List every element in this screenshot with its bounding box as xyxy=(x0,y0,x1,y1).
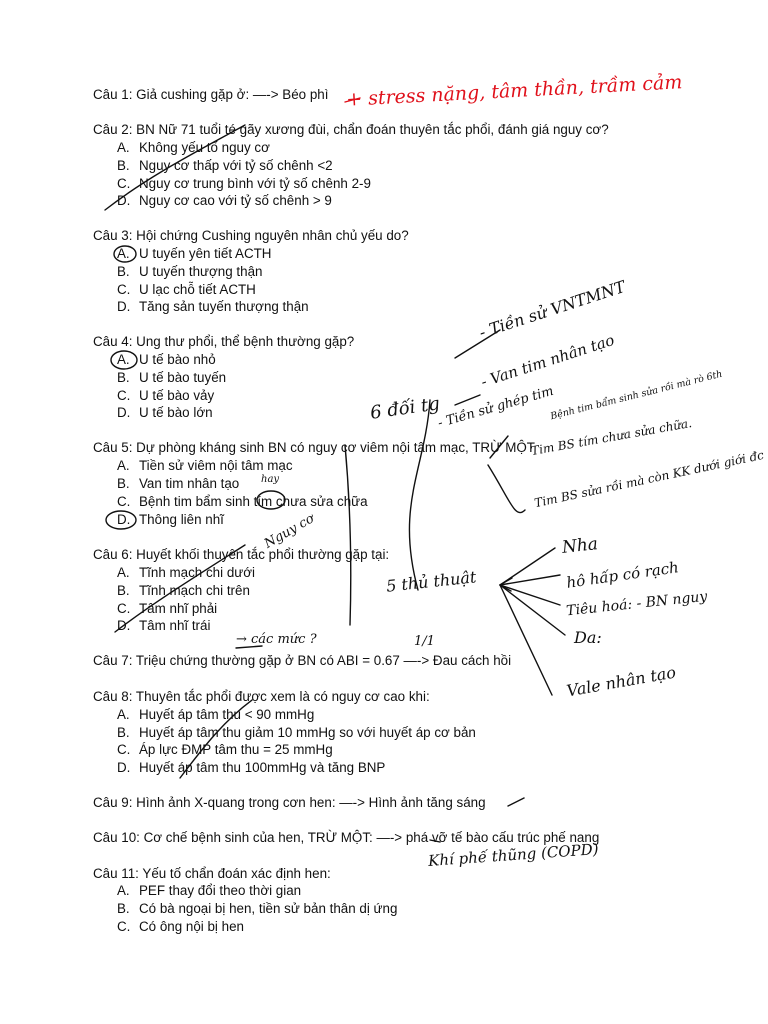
option-text: Van tim nhân tạo xyxy=(139,476,240,491)
question-3-option-a xyxy=(117,246,271,262)
option-text: U tuyến thượng thận xyxy=(139,264,263,279)
option-text: Có bà ngoại bị hen, tiền sử bản thân dị ứng xyxy=(139,901,398,916)
option-letter: C. xyxy=(117,282,131,297)
handwritten-q1-note: + stress nặng, tâm thần, trầm cảm xyxy=(345,71,683,111)
question-8-option-b xyxy=(117,725,476,741)
option-text: Tâm nhĩ phải xyxy=(139,601,218,616)
question-5-stem: Câu 5: Dự phòng kháng sinh BN có nguy cơ viêm nội tâm mạc, TRỪ MỘT xyxy=(93,440,535,455)
question-4-stem: Câu 4: Ung thư phổi, thể bệnh thường gặp? xyxy=(93,334,355,349)
option-text: Bệnh tim bẩm sinh tím chưa sửa chữa xyxy=(139,494,368,509)
option-letter: B. xyxy=(117,725,130,740)
handwritten-item-2: - Van tim nhân tạo xyxy=(478,330,617,392)
option-letter: B. xyxy=(117,370,130,385)
option-text: Tiền sử viêm nội tâm mạc xyxy=(139,458,293,473)
option-text: U tế bào lớn xyxy=(139,405,213,420)
option-text: Tĩnh mạch chi dưới xyxy=(139,565,255,580)
option-text: Thông liên nhĩ xyxy=(139,512,224,527)
handwritten-item-4: Tim BS tím chưa sửa chữa. xyxy=(530,415,693,459)
question-5-option-b xyxy=(117,476,239,492)
option-letter: C. xyxy=(117,919,131,934)
branch-5 xyxy=(500,585,552,695)
option-text: Nguy cơ thấp với tỷ số chênh <2 xyxy=(139,158,333,173)
option-text: Nguy cơ cao với tỷ số chênh > 9 xyxy=(139,193,332,208)
branch-4 xyxy=(500,585,565,635)
handwritten-procedure-4: Da: xyxy=(574,628,602,647)
option-text: Huyết áp tâm thu 100mmHg và tăng BNP xyxy=(139,760,386,775)
option-letter: D. xyxy=(117,618,131,633)
handwritten-procedure-3: Tiêu hoá: - BN nguy xyxy=(565,588,709,620)
option-text: Tâm nhĩ trái xyxy=(139,618,211,633)
question-4-option-d xyxy=(117,405,213,421)
handwritten-procedure-2: hô hấp có rạch xyxy=(565,558,680,592)
option-letter: A. xyxy=(117,458,130,473)
handwritten-procedure-5: Vale nhân tạo xyxy=(565,662,678,701)
branch-2 xyxy=(500,575,560,585)
question-3-option-c xyxy=(117,282,256,298)
handwritten-q5-mark: hay xyxy=(261,474,280,485)
option-text: Nguy cơ trung bình với tỷ số chênh 2-9 xyxy=(139,176,371,191)
option-text: Có ông nội bị hen xyxy=(139,919,244,934)
question-6-option-b xyxy=(117,583,250,599)
option-letter: D. xyxy=(117,760,131,775)
question-8-stem: Câu 8: Thuyên tắc phổi được xem là có nguy cơ cao khi: xyxy=(93,689,430,704)
question-4-option-b xyxy=(117,370,226,386)
question-3-option-b xyxy=(117,264,262,280)
question-2-option-c xyxy=(117,176,371,192)
question-4-option-c xyxy=(117,388,214,404)
option-text: Tĩnh mạch chi trên xyxy=(139,583,250,598)
question-7-stem: Câu 7: Triệu chứng thường gặp ở BN có ABI = 0.67 —-> Đau cách hồi xyxy=(93,653,512,668)
option-text: U lạc chỗ tiết ACTH xyxy=(139,282,256,297)
handwritten-q7-fraction: 1/1 xyxy=(414,634,435,649)
option-letter: B. xyxy=(117,264,130,279)
question-8-option-d xyxy=(117,760,385,776)
option-letter: D. xyxy=(117,512,131,527)
question-5-option-a xyxy=(117,458,293,474)
stroke-q9 xyxy=(508,798,524,806)
question-1-stem: Câu 1: Giả cushing gặp ở: —-> Béo phì xyxy=(93,87,329,102)
handwritten-item-5: Tim BS sửa rồi mà còn KK dưới giới đc xyxy=(533,447,766,511)
option-letter: D. xyxy=(117,299,131,314)
option-letter: B. xyxy=(117,476,130,491)
question-5-option-c xyxy=(117,494,368,510)
handwritten-procedure-1: Nha xyxy=(561,534,599,558)
option-letter: D. xyxy=(117,193,131,208)
question-8-option-a xyxy=(117,707,314,723)
option-text: U tuyến yên tiết ACTH xyxy=(139,246,272,261)
handwritten-q7-note: → các mức ? xyxy=(236,632,317,647)
handwritten-item-1: - Tiền sử VNTMNT xyxy=(476,276,628,343)
question-4-option-a xyxy=(117,352,216,368)
option-text: PEF thay đổi theo thời gian xyxy=(139,883,302,898)
question-6-option-d xyxy=(117,618,210,634)
option-letter: B. xyxy=(117,901,130,916)
option-text: U tế bào vảy xyxy=(139,388,215,403)
handwritten-item-3: - Tiền sử ghép tim xyxy=(436,383,556,432)
brace-six xyxy=(409,400,430,590)
option-letter: D. xyxy=(117,405,131,420)
question-5-option-d xyxy=(117,512,224,528)
option-text: Huyết áp tâm thu < 90 mmHg xyxy=(139,707,315,722)
option-letter: B. xyxy=(117,583,130,598)
question-11-option-b xyxy=(117,901,397,917)
question-9-stem: Câu 9: Hình ảnh X-quang trong cơn hen: —-> Hình ảnh tăng sáng xyxy=(93,795,486,810)
handwritten-q10-note: Khí phế thũng (COPD) xyxy=(427,840,600,870)
question-6-option-c xyxy=(117,601,217,617)
option-letter: A. xyxy=(117,140,130,155)
handwritten-five-group: 5 thủ thuật xyxy=(385,567,478,596)
option-letter: A. xyxy=(117,352,130,367)
option-letter: C. xyxy=(117,494,131,509)
handwritten-six-group: 6 đối tg xyxy=(368,393,442,424)
option-letter: C. xyxy=(117,742,131,757)
option-text: Không yếu tố nguy cơ xyxy=(139,140,270,155)
option-letter: C. xyxy=(117,388,131,403)
question-11-option-a xyxy=(117,883,301,899)
option-letter: A. xyxy=(117,565,130,580)
bracket-left xyxy=(345,445,351,625)
handwritten-item-3b: Bệnh tim bẩm sinh sửa rồi mà rò 6th xyxy=(549,368,724,423)
branch-3 xyxy=(500,585,560,605)
option-text: U tế bào nhỏ xyxy=(139,352,216,367)
question-11-stem: Câu 11: Yếu tố chẩn đoán xác định hen: xyxy=(93,866,331,881)
option-letter: A. xyxy=(117,246,130,261)
arrow-head xyxy=(500,578,512,591)
question-3-stem: Câu 3: Hội chứng Cushing nguyên nhân chủ yếu do? xyxy=(93,228,409,243)
question-2-option-d xyxy=(117,193,332,209)
question-6-option-a xyxy=(117,565,255,581)
question-8-option-c xyxy=(117,742,333,758)
question-2-option-a xyxy=(117,140,270,156)
question-6-stem: Câu 6: Huyết khối thuyên tắc phổi thường gặp tại: xyxy=(93,547,390,562)
option-text: Huyết áp tâm thu giảm 10 mmHg so với huyết áp cơ bản xyxy=(139,725,476,740)
option-letter: C. xyxy=(117,176,131,191)
option-letter: A. xyxy=(117,707,130,722)
option-letter: C. xyxy=(117,601,131,616)
question-10-stem: Câu 10: Cơ chế bệnh sinh của hen, TRỪ MỘT: —-> phá vỡ tế bào cấu trúc phế nang xyxy=(93,830,600,845)
branch-1 xyxy=(500,548,555,585)
question-3-option-d xyxy=(117,299,309,315)
option-text: U tế bào tuyến xyxy=(139,370,227,385)
question-2-option-b xyxy=(117,158,333,174)
question-2-stem: Câu 2: BN Nữ 71 tuổi té gãy xương đùi, chẩn đoán thuyên tắc phổi, đánh giá nguy cơ? xyxy=(93,122,609,137)
option-letter: A. xyxy=(117,883,130,898)
question-11-option-c xyxy=(117,919,244,935)
option-letter: B. xyxy=(117,158,130,173)
branch-six-2 xyxy=(455,395,480,405)
branch-six-3 xyxy=(488,465,525,513)
handwritten-q5-side-note: Nguy cơ xyxy=(261,511,317,552)
option-text: Áp lực ĐMP tâm thu = 25 mmHg xyxy=(139,742,333,757)
option-text: Tăng sản tuyến thượng thận xyxy=(139,299,309,314)
